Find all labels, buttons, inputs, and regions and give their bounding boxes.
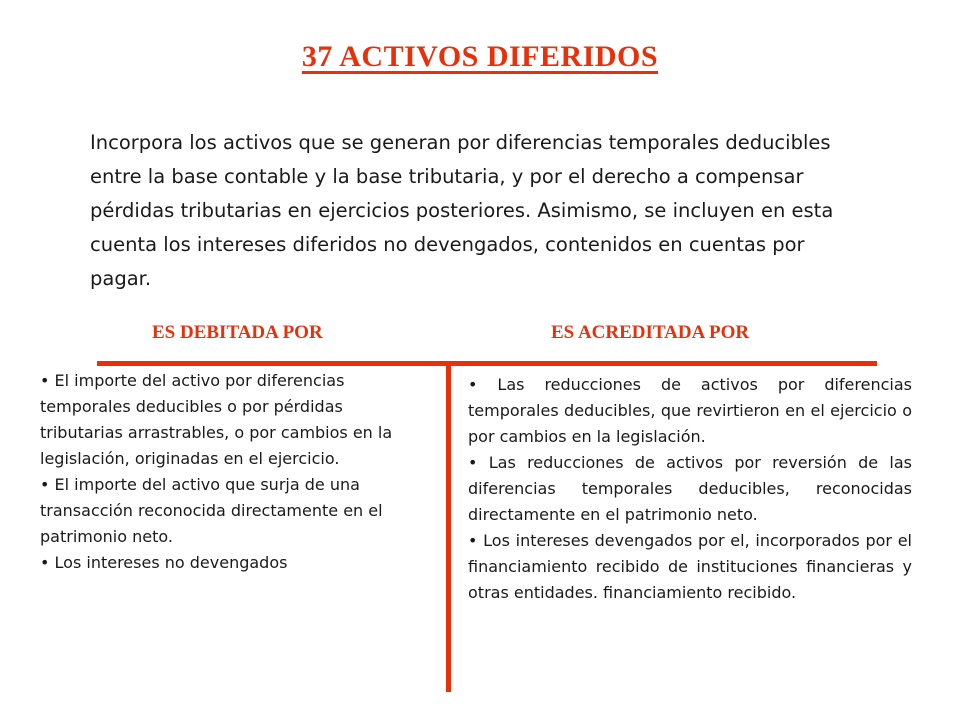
debit-item: • Los intereses no devengados	[40, 553, 288, 572]
debit-item: • El importe del activo que surja de una	[40, 475, 360, 494]
t-account-vertical-line	[446, 366, 451, 692]
debit-item: • El importe del activo por diferencias temporales deducibles o por pérdidas tributarias arrastrables, o por cambios en la legislación, originadas en el ejercicio.	[40, 371, 393, 468]
debit-heading: ES DEBITADA POR	[152, 322, 323, 343]
page-title	[0, 40, 960, 74]
credit-heading: ES ACREDITADA POR	[551, 322, 750, 343]
credit-item: • Las reducciones de activos por diferencias temporales deducibles, que revirtieron en el ejercicio o por cambios en la legislación.	[468, 375, 912, 446]
credit-item: • Las reducciones de activos por reversión de las diferencias temporales deducibles, reconocidas directamente en el patrimonio neto.	[468, 453, 912, 524]
t-account-horizontal-line	[97, 361, 877, 366]
debit-item: transacción reconocida directamente en el patrimonio neto.	[40, 501, 383, 546]
credit-item: • Los intereses devengados por el, incorporados por el financiamiento recibido de instituciones financieras y otras entidades. financiamiento recibido.	[468, 531, 912, 602]
credit-column	[468, 372, 912, 606]
intro-paragraph: Incorpora los activos que se generan por diferencias temporales deducibles entre la base contable y la base tributaria, y por el derecho a compensar pérdidas tributarias en ejercicios posteriores. Asimismo, se incluyen en esta cuenta los intereses diferidos no devengados, contenidos en cuentas por pagar.	[90, 131, 834, 290]
page-title-text: 37 ACTIVOS DIFERIDOS	[301, 40, 659, 73]
debit-column	[40, 368, 420, 576]
